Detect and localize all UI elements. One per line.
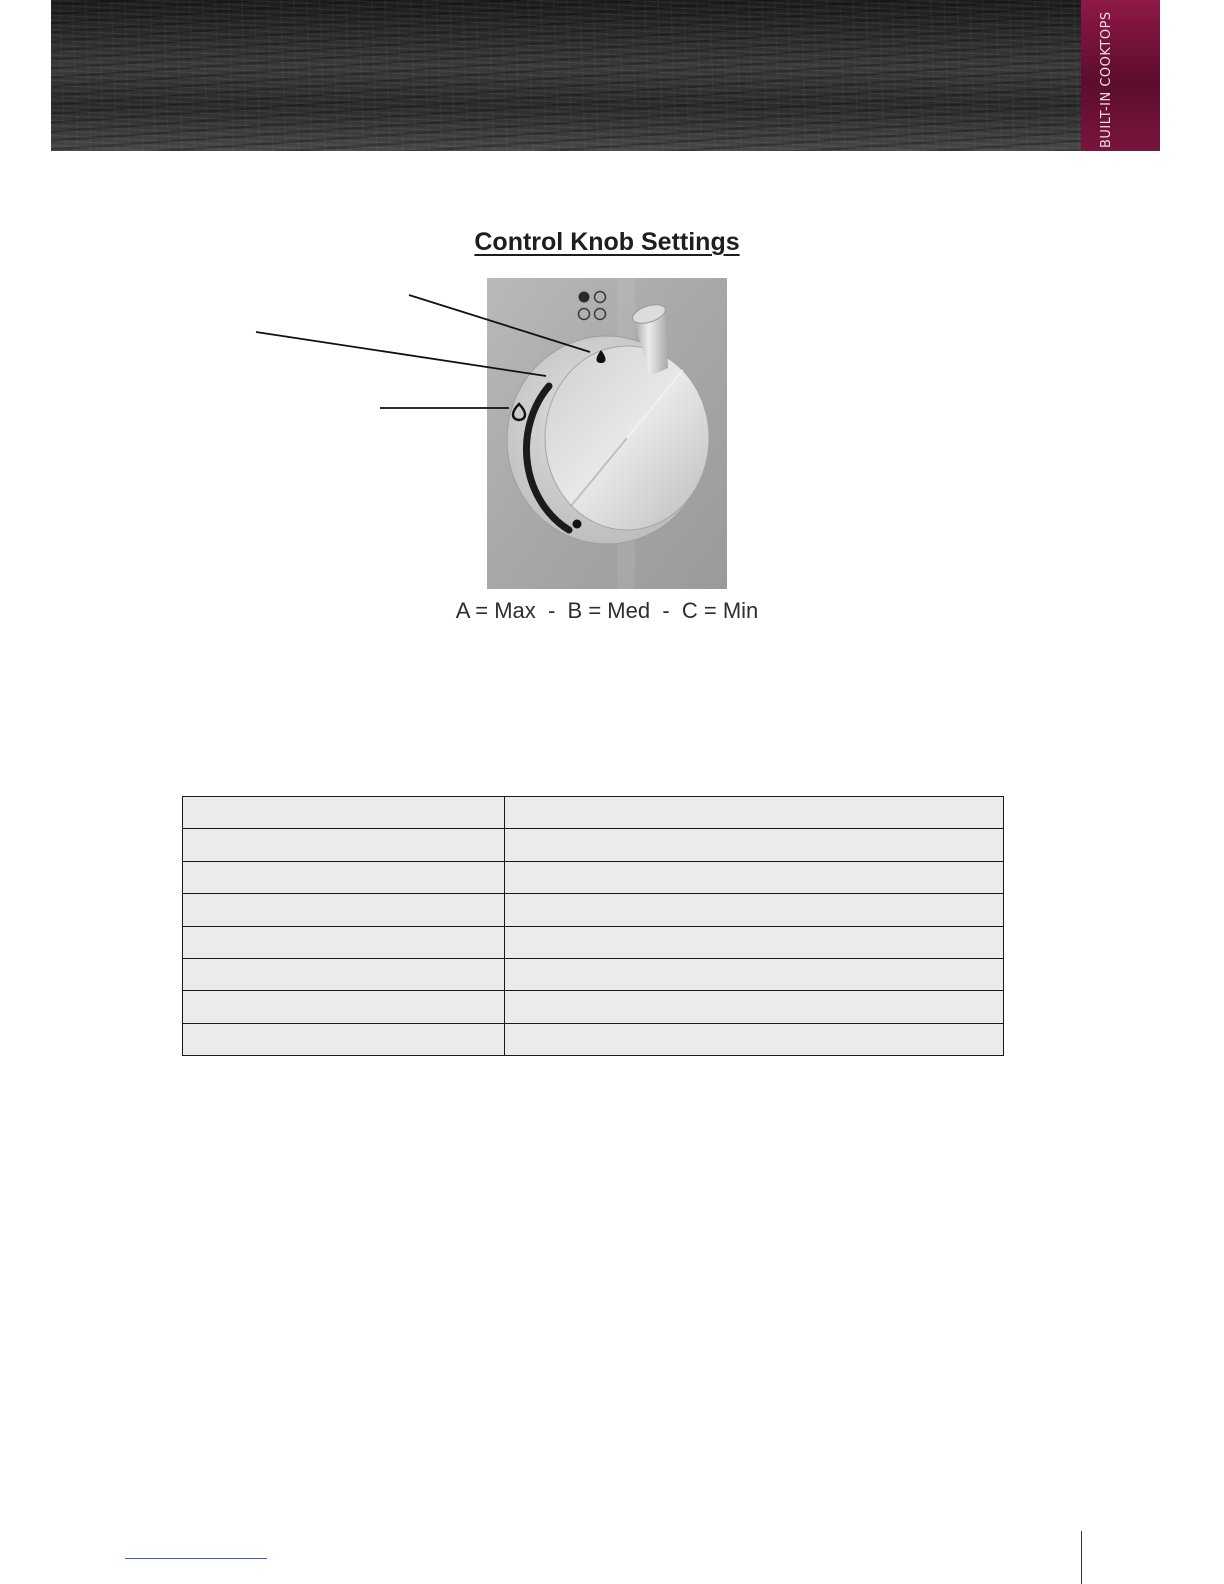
table-cell (505, 1023, 1004, 1055)
settings-table (182, 796, 1004, 1056)
table-cell (505, 926, 1004, 958)
table-cell (505, 958, 1004, 990)
figure-caption: A = Max - B = Med - C = Min (455, 598, 759, 623)
table-row (183, 991, 1004, 1023)
section-tab-label: BUILT-IN COOKTOPS (1099, 11, 1114, 148)
table-row (183, 958, 1004, 990)
control-knob-photo (487, 278, 727, 589)
table-row (183, 861, 1004, 893)
table-cell (505, 829, 1004, 861)
table-row (183, 894, 1004, 926)
footer-link[interactable] (125, 1558, 267, 1559)
header-banner (51, 0, 1081, 151)
table-cell (505, 797, 1004, 829)
table-row (183, 829, 1004, 861)
table-cell (183, 991, 505, 1023)
table-cell (505, 991, 1004, 1023)
table-row (183, 1023, 1004, 1055)
table-cell (183, 829, 505, 861)
table-cell (183, 1023, 505, 1055)
figure-title: Control Knob Settings (474, 228, 740, 256)
table-cell (183, 958, 505, 990)
table-cell (183, 926, 505, 958)
table-row (183, 797, 1004, 829)
off-dot-icon (573, 520, 582, 529)
table-cell (505, 894, 1004, 926)
table-cell (505, 861, 1004, 893)
footer-divider (1081, 1531, 1082, 1584)
table-cell (183, 894, 505, 926)
table-row (183, 926, 1004, 958)
section-tab (1081, 0, 1160, 151)
control-knob-illustration (487, 278, 727, 589)
table-cell (183, 861, 505, 893)
table-cell (183, 797, 505, 829)
